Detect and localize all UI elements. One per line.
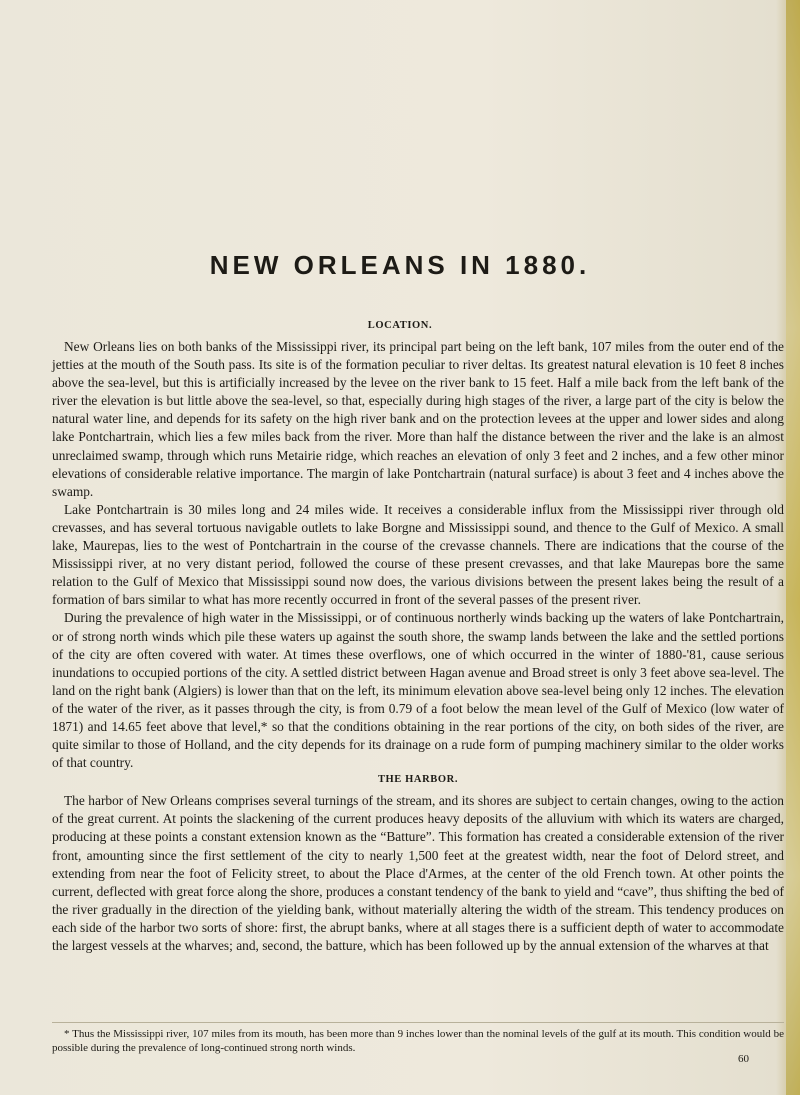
footnote-text: * Thus the Mississippi river, 107 miles from its mouth, has been more than 9 inches lower than the nominal levels of the gulf at its mouth. This condition would be possible during the prevalence of long-continued strong north winds.	[52, 1028, 784, 1054]
location-paragraph-2: Lake Pontchartrain is 30 miles long and 24 miles wide. It receives a considerable influx from the Mississippi river through old crevasses, and has several tortuous navigable outlets to lake Borgne and Mississippi sound, and thence to the Gulf of Mexico. A small lake, Maurepas, lies to the west of Pontchartrain in the course of the crevasse channels. There are indications that the course of the Mississippi river, at no very distant period, followed the course of these present crevasses, and that lake Maurepas bore the same relation to the Gulf of Mexico that Mississippi sound now does, the various divisions between the present lakes being the result of a formation of bars similar to what has more recently occurred in front of the several passes of the present river.	[52, 501, 784, 608]
location-paragraph-3: During the prevalence of high water in the Mississippi, or of continuous northerly winds backing up the waters of lake Pontchartrain, or of strong north winds which pile these waters up against the south shore, the swamp lands between the lake and the settled portions of the city are often covered with water. At times these overflows, one of which occurred in the winter of 1880-'81, cause serious inundations to occupied portions of the city. A settled district between Hagan avenue and Broad street is only 3 feet above sea-level. The land on the right bank (Algiers) is lower than that on the left, its minimum elevation above sea-level being only 12 inches. The elevation of the water of the river, as it passes through the city, is from 0.79 of a foot below the mean level of the Gulf of Mexico (low water of 1871) and 14.65 feet above that level,* so that the conditions obtaining in the rear portions of the city, on both sides of the river, are quite similar to those of Holland, and the city depends for its drainage on a rude form of pumping machinery similar to the older works of that country.	[52, 610, 784, 771]
page-edge	[786, 0, 800, 1095]
location-paragraph-1: New Orleans lies on both banks of the Mississippi river, its principal part being on the left bank, 107 miles from the outer end of the jetties at the mouth of the South pass. Its site is of the formation peculiar to river deltas. Its greatest natural elevation is 10 feet 8 inches above the sea-level, but this is artificially increased by the levee on the river bank to 15 feet. Half a mile back from the left bank of the river the elevation is but little above the sea-level, so that, especially during high stages of the river, a large part of the city is below the natural water line, and depends for its safety on the high river bank and on the protection levees at the upper and lower sides and along lake Pontchartrain, which lies a few miles back from the river. More than half the distance between the river and the lake is an almost unreclaimed swamp, through which runs Metairie ridge, which reaches an elevation of only 3 feet and 2 inches, and a few other minor elevations of considerable relative importance. The margin of lake Pontchartrain (natural surface) is about 3 feet and 4 inches above the swamp.	[52, 339, 784, 499]
footnote	[52, 1022, 784, 1055]
harbor-heading: THE HARBOR.	[377, 774, 459, 786]
page-title: NEW ORLEANS IN 1880.	[209, 250, 591, 280]
page-number: 60	[738, 1053, 749, 1065]
body-text	[52, 338, 784, 955]
location-heading: LOCATION.	[367, 320, 433, 331]
harbor-paragraph-1: The harbor of New Orleans comprises several turnings of the stream, and its shores are subject to certain changes, owing to the action of the great current. At points the slackening of the current produces heavy deposits of the alluvium with which its waters are charged, producing at these points a constant extension known as the “Batture”. This formation has created a considerable extension of the river front, amounting since the first settlement of the city to nearly 1,500 feet at the greatest width, near the foot of Delord street, and extending from near the foot of Felicity street, to about the Place d'Armes, at the center of the old French town. At other points the current, deflected with great force along the shore, produces a constant tendency of the bank to yield and “cave”, thus shifting the bed of the river gradually in the direction of the yielding bank, without materially altering the width of the stream. This tendency produces on each side of the harbor two sorts of shore: first, the abrupt banks, where at all stages there is a sufficient depth of water to accommodate the largest vessels at the wharves; and, second, the batture, which has been followed up by the annual extension of the wharves at that	[52, 793, 784, 953]
